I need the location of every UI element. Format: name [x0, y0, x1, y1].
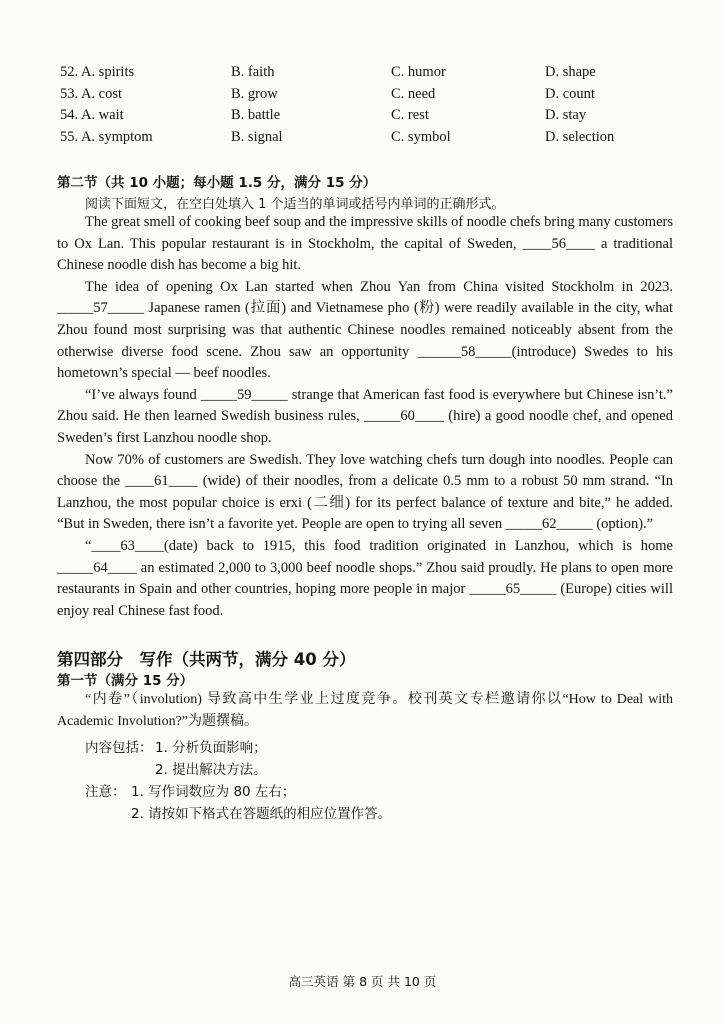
writing-task: “内卷”（involution) 导致高中生学业上过度竞争。校刊英文专栏邀请你以“How to Deal with Academic Involution?”为题撰稿。: [57, 692, 673, 729]
passage-paragraph-5: “____63____(date) back to 1915, this food tradition originated in Lanzhou, which is home _____64____ an estimated 2,000 to 3,000 beef noodle shops.” Zhou said proudly. He plans to open more restaurants in Spain and other countries, hoping more people in major _____65_____ (Europe) cities will enjoy real Chinese fast food.: [57, 537, 673, 619]
option-a: 53. A. cost: [60, 85, 123, 102]
option-d: D. selection: [545, 128, 615, 145]
note-item-2: 2. 请按如下格式在答题纸的相应位置作答。: [131, 806, 392, 822]
option-b: B. battle: [231, 107, 281, 123]
option-row-53: [60, 84, 680, 106]
subsection-title: 第一节（满分 15 分）: [57, 673, 194, 689]
option-row-52: [60, 62, 680, 84]
content-label: 内容包括：: [85, 740, 153, 756]
option-row-55: [60, 127, 680, 149]
option-d: D. shape: [545, 64, 596, 80]
passage-paragraph-1: The great smell of cooking beef soup and the impressive skills of noodle chefs bring many customers to Ox Lan. This popular restaurant is in Stockholm, the capital of Sweden, ____56____ a traditional Chinese noodle dish has become a big hit.: [57, 214, 673, 274]
section-instruction: 阅读下面短文，在空白处填入 1 个适当的单词或括号内单词的正确形式。: [85, 197, 505, 212]
passage-paragraph-4: Now 70% of customers are Swedish. They love watching chefs turn dough into noodles. People can choose the ____61____ (wide) of their noodles, from a delicate 0.5 mm to a robust 50 mm strand. “In Lanzhou, the most popular choice is erxi (二细) for its perfect balance of texture and bite,” he added. “But in Sweden, there isn’t a favorite yet. People are open to trying all seven _____62_____ (option).”: [57, 451, 673, 533]
option-d: D. stay: [545, 107, 587, 123]
option-b: B. grow: [231, 85, 278, 102]
page-footer: 高三英语 第 8 页 共 10 页: [288, 974, 437, 989]
passage-paragraph-3: “I’ve always found _____59_____ strange that American fast food is everywhere but Chinese isn’t.” Zhou said. He then learned Swedish business rules, _____60____ (hire) a good noodle chef, and opened Sweden’s first Lanzhou noodle shop.: [57, 386, 673, 446]
option-row-54: [60, 105, 680, 127]
option-d: D. count: [545, 85, 595, 102]
option-a: 55. A. symptom: [60, 128, 153, 145]
option-c: C. humor: [391, 64, 446, 80]
option-a: 52. A. spirits: [60, 64, 135, 80]
part-four-title: 第四部分 写作（共两节，满分 40 分）: [57, 650, 356, 669]
option-c: C. symbol: [391, 128, 451, 145]
note-item-1: 1. 写作词数应为 80 左右；: [131, 784, 296, 800]
content-item-1: 1. 分析负面影响；: [155, 740, 267, 756]
option-c: C. rest: [391, 107, 429, 123]
note-label: 注意：: [85, 784, 126, 800]
answer-options: [60, 62, 680, 148]
content-item-2: 2. 提出解决方法。: [155, 762, 267, 778]
passage-paragraph-2: The idea of opening Ox Lan started when Zhou Yan from China visited Stockholm in 2023. _____57_____ Japanese ramen (拉面) and Vietnamese pho (粉) were readily available in the city, what Zhou found most surprising was that authentic Chinese noodles remained noticeably absent from the otherwise diverse food scene. Zhou saw an opportunity ______58_____(introduce) Swedes to his hometown’s special — beef noodles.: [57, 278, 673, 382]
option-a: 54. A. wait: [60, 107, 124, 123]
option-b: B. faith: [231, 64, 275, 80]
section-heading: 第二节（共 10 小题；每小题 1.5 分，满分 15 分）: [57, 175, 377, 191]
option-c: C. need: [391, 85, 436, 102]
option-b: B. signal: [231, 128, 283, 145]
passage: [57, 212, 673, 622]
